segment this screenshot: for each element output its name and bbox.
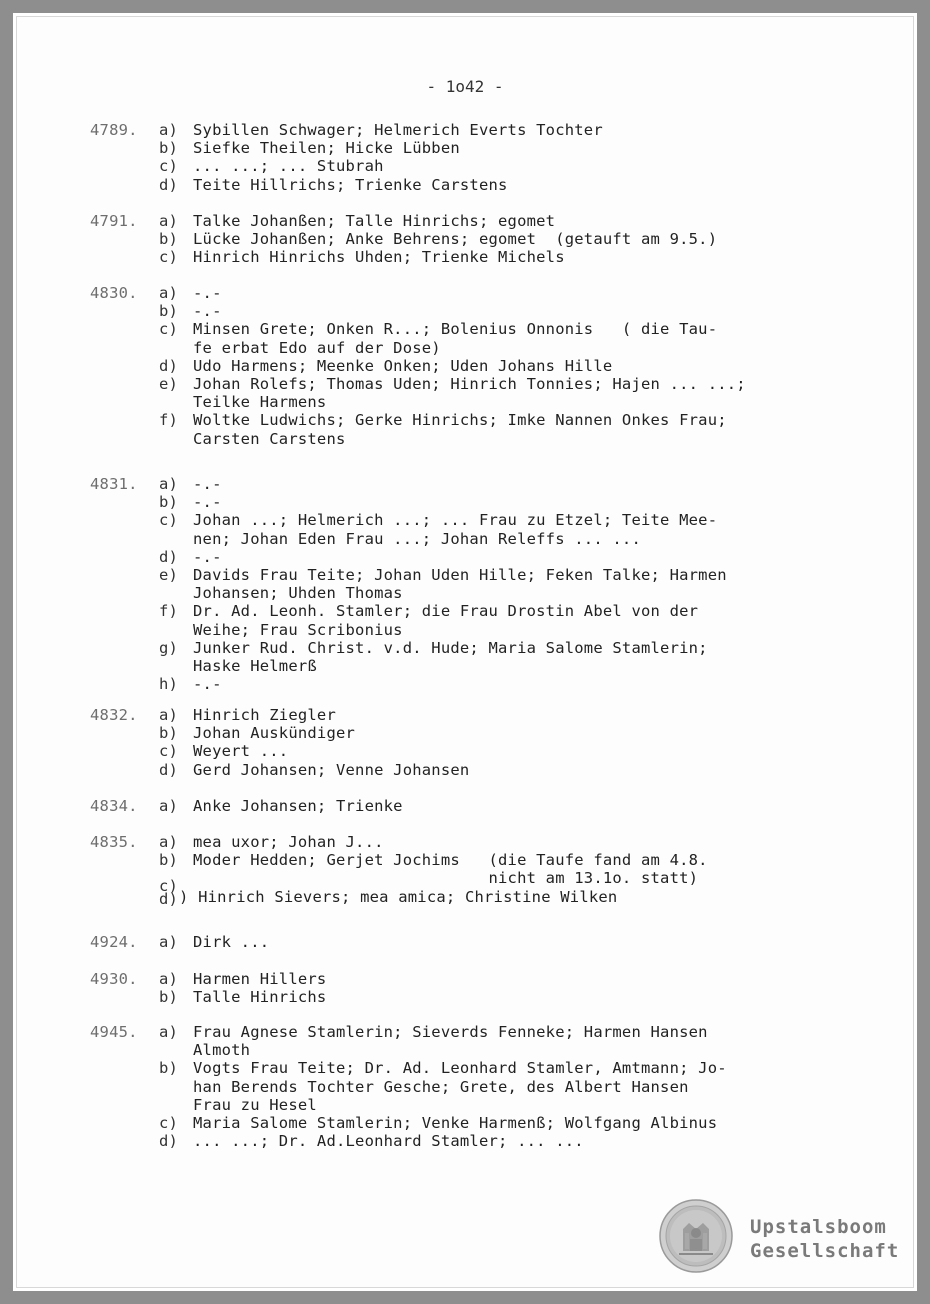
- entry-line: [13, 1132, 917, 1150]
- line-text: mea uxor; Johan J...: [193, 833, 384, 851]
- line-letter: b): [159, 1059, 179, 1078]
- line-text: nen; Johan Eden Frau ...; Johan Releffs ... ...: [193, 529, 641, 548]
- line-letter: f): [159, 411, 179, 430]
- register-entry: [13, 933, 917, 951]
- seal-icon: [659, 1199, 733, 1273]
- line-letter: b): [159, 988, 179, 1007]
- line-letter: b): [159, 493, 179, 512]
- line-text: Junker Rud. Christ. v.d. Hude; Maria Salome Stamlerin;: [193, 638, 708, 657]
- line-letter: c): [159, 1113, 179, 1132]
- entry-number: 4924.: [90, 933, 138, 951]
- entry-line: [13, 139, 917, 157]
- line-text: Frau Agnese Stamlerin; Sieverds Fenneke; Harmen Hansen: [193, 1023, 708, 1041]
- entry-line: [13, 393, 917, 411]
- line-letter: c): [159, 157, 179, 176]
- register-entry: [13, 284, 917, 448]
- entry-line: [13, 157, 917, 175]
- entry-number: 4834.: [90, 797, 138, 815]
- line-letter: e): [159, 374, 179, 393]
- line-text: Dirk ...: [193, 933, 270, 951]
- line-text: -.-: [193, 284, 222, 302]
- register-entry: [13, 1023, 917, 1150]
- line-letter: a): [159, 475, 179, 493]
- line-text: Johansen; Uhden Thomas: [193, 584, 403, 603]
- line-text: Teilke Harmens: [193, 393, 327, 412]
- line-letter: c): [159, 248, 179, 267]
- entry-line: [13, 411, 917, 429]
- entry-line: [13, 357, 917, 375]
- register-entry: [13, 212, 917, 267]
- line-letter: a): [159, 970, 179, 988]
- line-text: Hinrich Ziegler: [193, 706, 336, 724]
- entry-line: [13, 1078, 917, 1096]
- entry-line: [13, 988, 917, 1006]
- entry-line: [13, 475, 917, 493]
- line-letter: d): [159, 760, 179, 779]
- line-text: Johan Rolefs; Thomas Uden; Hinrich Tonnies; Hajen ... ...;: [193, 374, 746, 393]
- line-letter: a): [159, 797, 179, 815]
- line-letter: b): [159, 724, 179, 743]
- entry-line: [13, 1114, 917, 1132]
- entry-line: [13, 621, 917, 639]
- entry-number: 4830.: [90, 284, 138, 302]
- entry-line: [13, 248, 917, 266]
- line-text: -.-: [193, 302, 222, 321]
- entry-line: [13, 230, 917, 248]
- line-text: ... ...; Dr. Ad.Leonhard Stamler; ... ...: [193, 1132, 584, 1151]
- line-text: Lücke Johanßen; Anke Behrens; egomet (getauft am 9.5.): [193, 230, 718, 249]
- page-number: - 1o42 -: [426, 77, 504, 96]
- line-text: Johan Auskündiger: [193, 724, 356, 743]
- line-text: ... ...; ... Stubrah: [193, 157, 384, 176]
- register-entry: [13, 121, 917, 194]
- entry-number: 4791.: [90, 212, 138, 230]
- line-text: -.-: [193, 475, 222, 493]
- entry-line: [13, 320, 917, 338]
- line-letter: b): [159, 230, 179, 249]
- document-sheet: [13, 13, 917, 1291]
- register-entry: [13, 970, 917, 1006]
- line-text: Weihe; Frau Scribonius: [193, 620, 403, 639]
- entry-number: 4832.: [90, 706, 138, 724]
- line-letter: d): [159, 1132, 179, 1151]
- register-entry: [13, 475, 917, 693]
- line-text: Siefke Theilen; Hicke Lübben: [193, 139, 460, 158]
- entry-line: [13, 706, 917, 724]
- line-text: Udo Harmens; Meenke Onken; Uden Johans Hille: [193, 356, 613, 375]
- line-text: Hinrich Hinrichs Uhden; Trienke Michels: [193, 248, 565, 267]
- entry-line: [13, 724, 917, 742]
- line-letter: h): [159, 675, 179, 694]
- line-letter: c): [159, 320, 179, 339]
- entry-line: [13, 833, 917, 851]
- line-letter: a): [159, 933, 179, 951]
- line-text: Talke Johanßen; Talle Hinrichs; egomet: [193, 212, 556, 230]
- entry-line: [13, 797, 917, 815]
- line-letter: c): [159, 742, 179, 761]
- entry-number: 4945.: [90, 1023, 138, 1041]
- entry-line: [13, 530, 917, 548]
- entry-line: [13, 970, 917, 988]
- entry-line: [13, 761, 917, 779]
- line-letter: d): [159, 547, 179, 566]
- register-entry: [13, 797, 917, 815]
- line-text: Woltke Ludwichs; Gerke Hinrichs; Imke Nannen Onkes Frau;: [193, 411, 727, 430]
- line-text: fe erbat Edo auf der Dose): [193, 338, 441, 357]
- line-text: Anke Johansen; Trienke: [193, 797, 403, 815]
- entry-line: [13, 493, 917, 511]
- line-text: -.-: [193, 493, 222, 512]
- entry-line: [13, 302, 917, 320]
- line-text: -.-: [193, 547, 222, 566]
- register-entry: [13, 706, 917, 779]
- entry-line: [13, 212, 917, 230]
- entry-line: [13, 1023, 917, 1041]
- line-letter: b): [159, 302, 179, 321]
- brand-line-1: Upstalsboom: [750, 1216, 887, 1238]
- entry-line: [13, 430, 917, 448]
- entry-line: [13, 639, 917, 657]
- entry-line: [13, 121, 917, 139]
- entry-line: [13, 851, 917, 869]
- entry-line: [13, 657, 917, 675]
- entry-line: [13, 742, 917, 760]
- line-text: Johan ...; Helmerich ...; ... Frau zu Etzel; Teite Mee-: [193, 511, 718, 530]
- entry-line: [13, 933, 917, 951]
- line-text: Moder Hedden; Gerjet Jochims (die Taufe fand am 4.8.: [193, 851, 708, 870]
- entry-number: 4789.: [90, 121, 138, 139]
- entry-line: [13, 375, 917, 393]
- line-letter: a): [159, 706, 179, 724]
- brand-line-2: Gesellschaft: [750, 1240, 900, 1262]
- line-text: Talle Hinrichs: [193, 988, 327, 1007]
- register-entry: [13, 833, 917, 906]
- entry-line: [13, 1041, 917, 1059]
- line-text: -.-: [193, 675, 222, 694]
- entry-line: [13, 675, 917, 693]
- line-letter: f): [159, 602, 179, 621]
- entry-line: [13, 1096, 917, 1114]
- line-text: Teite Hillrichs; Trienke Carstens: [193, 175, 508, 194]
- line-letter: g): [159, 638, 179, 657]
- entry-line: [13, 511, 917, 529]
- line-text: han Berends Tochter Gesche; Grete, des Albert Hansen: [193, 1077, 689, 1096]
- line-letter: a): [159, 1023, 179, 1041]
- line-text: Harmen Hillers: [193, 970, 327, 988]
- line-letter: a): [159, 212, 179, 230]
- entry-line: [13, 284, 917, 302]
- line-text: Haske Helmerß: [193, 656, 317, 675]
- entry-line: [13, 869, 917, 887]
- line-letter: b): [159, 851, 179, 870]
- line-letter: d): [159, 356, 179, 375]
- line-text: Weyert ...: [193, 742, 289, 761]
- line-letter: e): [159, 565, 179, 584]
- line-letter: a): [159, 121, 179, 139]
- entry-line: [13, 1059, 917, 1077]
- line-text: Almoth: [193, 1041, 251, 1060]
- entry-number: 4930.: [90, 970, 138, 988]
- line-letter: c)d): [159, 876, 179, 908]
- entry-number: 4835.: [90, 833, 138, 851]
- line-letter: c): [159, 511, 179, 530]
- line-text: Frau zu Hesel: [193, 1095, 317, 1114]
- entry-line: [13, 584, 917, 602]
- line-text: Carsten Carstens: [193, 429, 346, 448]
- entry-line: [13, 602, 917, 620]
- line-text: Dr. Ad. Leonh. Stamler; die Frau Drostin Abel von der: [193, 602, 699, 621]
- line-text: ) Hinrich Sievers; mea amica; Christine Wilken: [179, 887, 618, 906]
- line-text: Maria Salome Stamlerin; Venke Harmenß; Wolfgang Albinus: [193, 1113, 718, 1132]
- line-letter: b): [159, 139, 179, 158]
- entry-line: [13, 339, 917, 357]
- entry-line: [13, 176, 917, 194]
- line-letter: a): [159, 833, 179, 851]
- line-text: Vogts Frau Teite; Dr. Ad. Leonhard Stamler, Amtmann; Jo-: [193, 1059, 727, 1078]
- line-letter: d): [159, 175, 179, 194]
- entry-line: [13, 548, 917, 566]
- line-text: Gerd Johansen; Venne Johansen: [193, 760, 470, 779]
- entry-number: 4831.: [90, 475, 138, 493]
- line-text: Davids Frau Teite; Johan Uden Hille; Feken Talke; Harmen: [193, 565, 727, 584]
- entry-line: [13, 566, 917, 584]
- brand-logo-text: [750, 1215, 910, 1263]
- line-text: Sybillen Schwager; Helmerich Everts Tochter: [193, 121, 603, 139]
- line-letter: a): [159, 284, 179, 302]
- line-text: Minsen Grete; Onken R...; Bolenius Onnonis ( die Tau-: [193, 320, 718, 339]
- line-text: nicht am 13.1o. statt): [193, 869, 699, 888]
